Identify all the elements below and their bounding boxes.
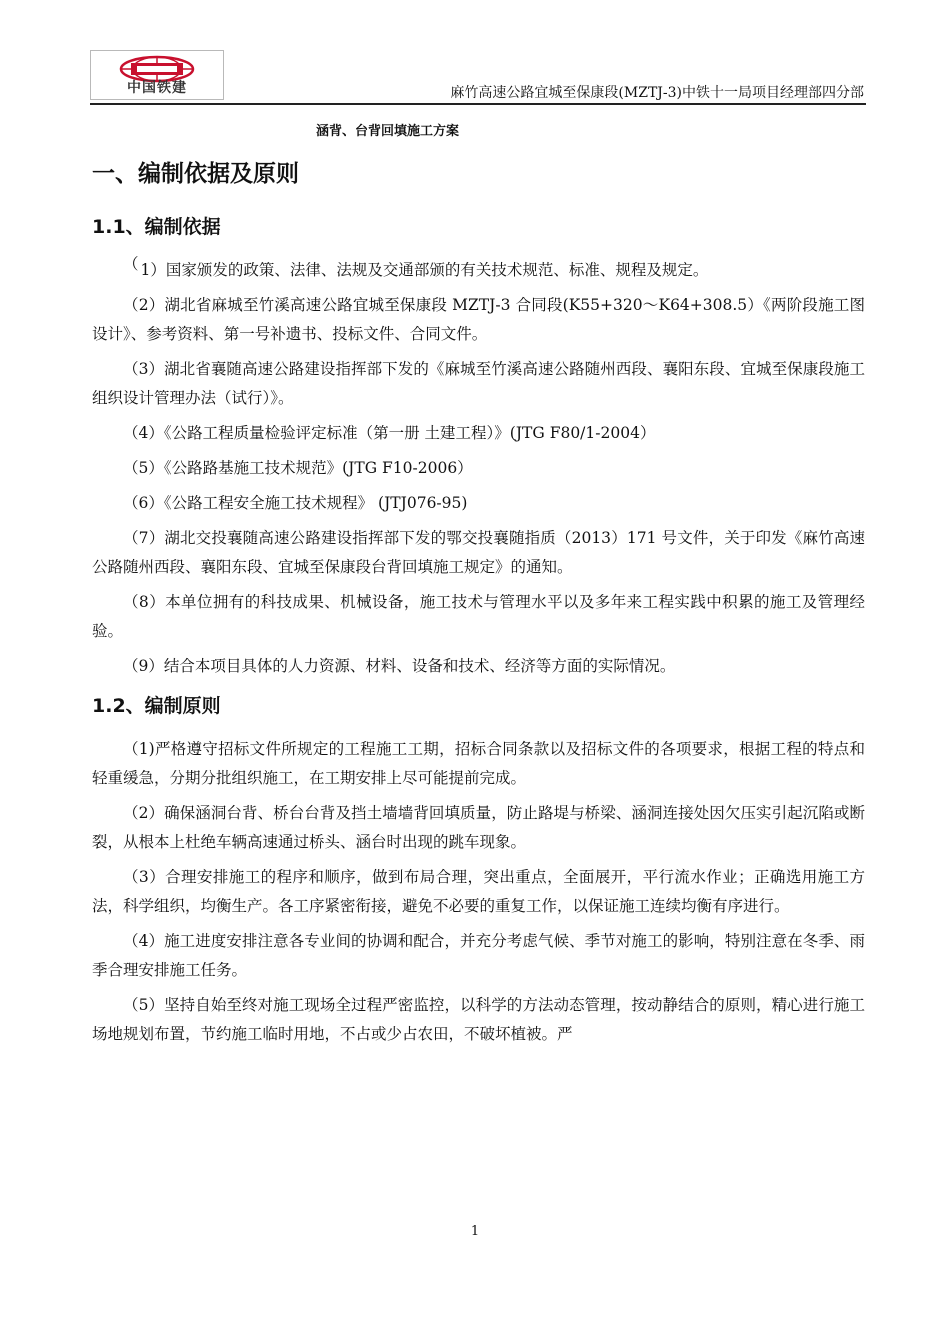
- section-heading: 一、编制依据及原则: [92, 161, 299, 187]
- document-subtitle: 涵背、台背回填施工方案: [316, 124, 460, 139]
- basis-item: （5）《公路路基施工技术规范》(JTG F10-2006）: [123, 459, 473, 477]
- company-logo: [90, 50, 224, 100]
- basis-item: （3）湖北省襄随高速公路建设指挥部下发的《麻城至竹溪高速公路随州西段、襄阳东段、宜城至保康段施工组织设计管理办法（试行）》。: [92, 360, 865, 407]
- basis-item-text: 1）国家颁发的政策、法律、法规及交通部颁的有关技术规范、标准、规程及规定。: [140, 261, 709, 279]
- header-rule: [90, 103, 866, 105]
- basis-item: [92, 256, 865, 285]
- basis-item: （6）《公路工程安全施工技术规程》 (JTJ076-95): [123, 494, 468, 512]
- principle-item: （2）确保涵洞台背、桥台台背及挡土墙墙背回填质量，防止路堤与桥梁、涵洞连接处因欠压实引起沉陷或断裂，从根本上杜绝车辆高速通过桥头、涵台时出现的跳车现象。: [92, 804, 865, 851]
- logo-brand-text: 中国铁建: [127, 80, 187, 96]
- principle-item: （4）施工进度安排注意各专业间的协调和配合，并充分考虑气候、季节对施工的影响，特别注意在冬季、雨季合理安排施工任务。: [92, 932, 865, 979]
- basis-item: （8）本单位拥有的科技成果、机械设备，施工技术与管理水平以及多年来工程实践中积累的施工及管理经验。: [92, 593, 865, 640]
- subsection-heading-basis: 1.1、编制依据: [92, 216, 221, 238]
- subsection-heading-principles: 1.2、编制原则: [92, 695, 221, 717]
- principle-item: （1)严格遵守招标文件所规定的工程施工工期，招标合同条款以及招标文件的各项要求，根据工程的特点和轻重缓急，分期分批组织施工，在工期安排上尽可能提前完成。: [92, 740, 865, 787]
- basis-item: （4）《公路工程质量检验评定标准（第一册 土建工程）》(JTG F80/1-2004）: [123, 424, 656, 442]
- basis-item: （9）结合本项目具体的人力资源、材料、设备和技术、经济等方面的实际情况。: [123, 657, 676, 675]
- basis-item-lead-bracket: （: [123, 255, 139, 273]
- document-body: [92, 156, 865, 1055]
- principle-item: （5）坚持自始至终对施工现场全过程严密监控，以科学的方法动态管理，按动静结合的原则，精心进行施工场地规划布置，节约施工临时用地，不占或少占农田，不破坏植被。严: [92, 996, 865, 1043]
- page-number: 1: [470, 1224, 480, 1239]
- basis-item: （2）湖北省麻城至竹溪高速公路宜城至保康段 MZTJ-3 合同段(K55+320～K64+308.5）《两阶段施工图设计》、参考资料、第一号补遗书、投标文件、合同文件。: [92, 296, 865, 343]
- basis-item: （7）湖北交投襄随高速公路建设指挥部下发的鄂交投襄随指质（2013）171 号文件，关于印发《麻竹高速公路随州西段、襄阳东段、宜城至保康段台背回填施工规定》的通知。: [92, 529, 865, 576]
- principle-item: （3）合理安排施工的程序和顺序，做到布局合理，突出重点，全面展开，平行流水作业；正确选用施工方法，科学组织，均衡生产。各工序紧密衔接，避免不必要的重复工作，以保证施工连续均衡有序进行。: [92, 868, 865, 915]
- running-header: 麻竹高速公路宜城至保康段(MZTJ-3)中铁十一局项目经理部四分部: [450, 85, 864, 101]
